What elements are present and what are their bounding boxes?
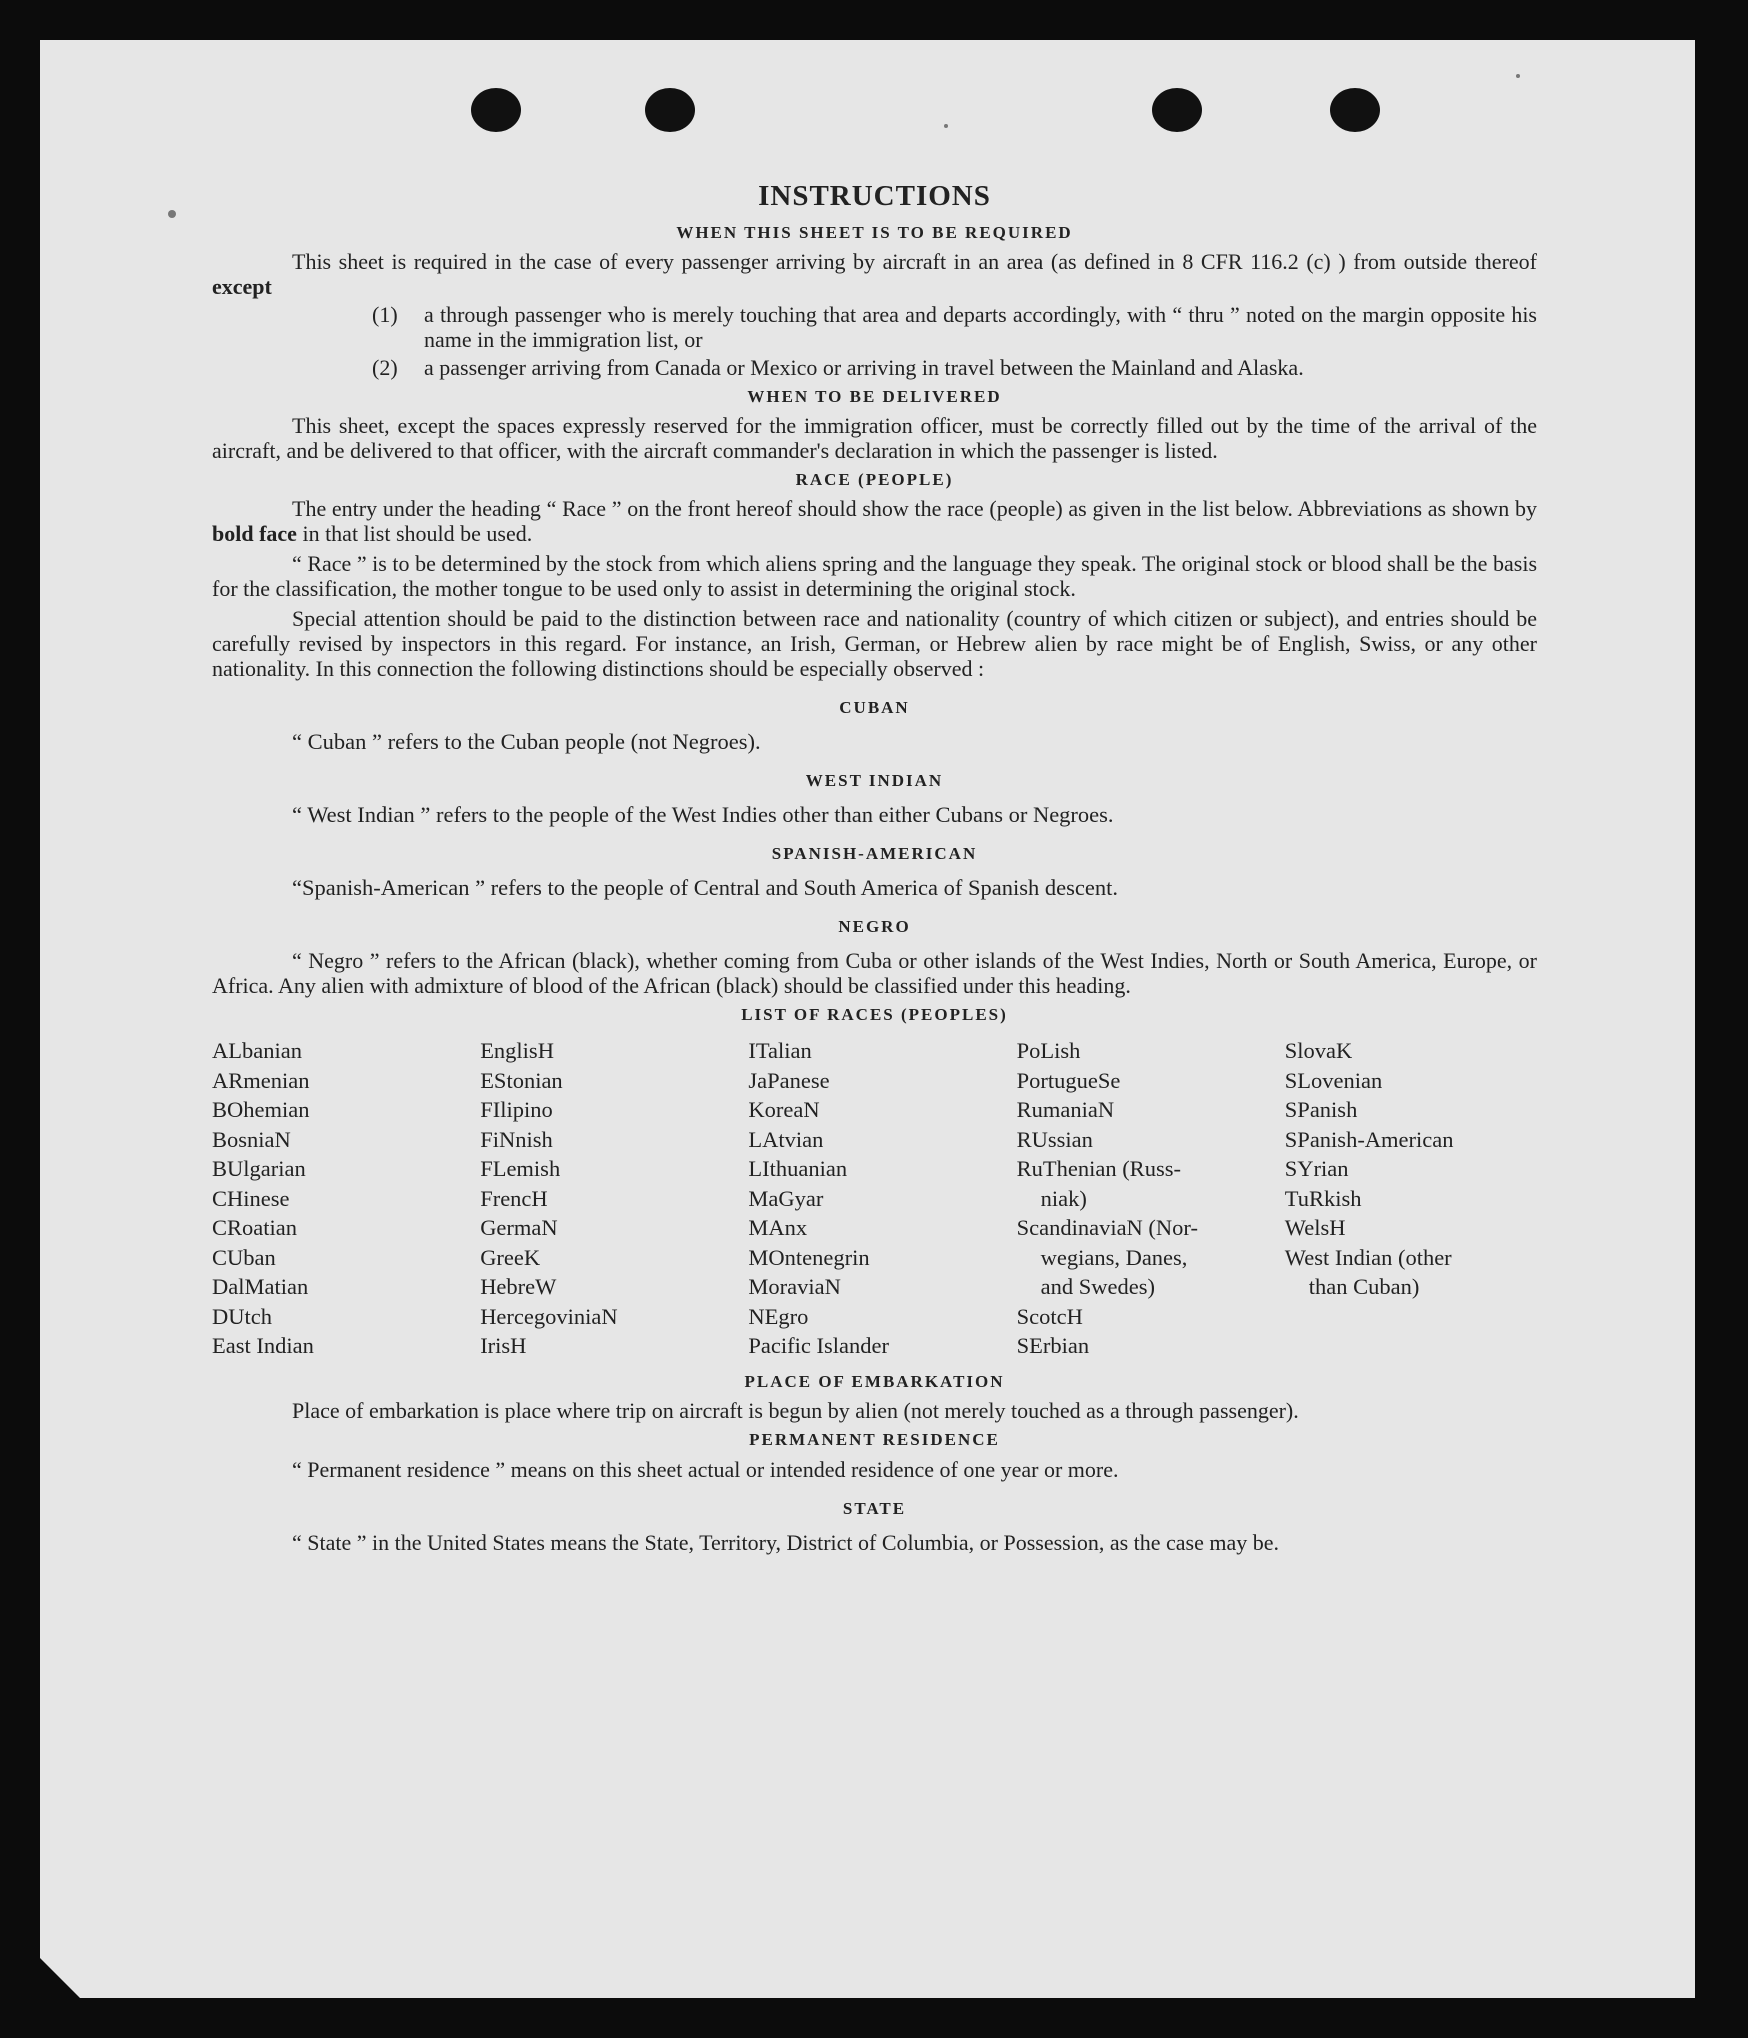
race-column: [212, 1036, 464, 1361]
instructions-content: [212, 180, 1537, 1555]
race-entry: GermaN: [480, 1215, 558, 1240]
race-entry: MAnx: [748, 1215, 808, 1240]
race-entry: East Indian: [212, 1333, 314, 1358]
race-entry: MoraviaN: [748, 1274, 841, 1299]
heading-state: STATE: [842, 1498, 907, 1518]
heading-place-of-embarkation: PLACE OF EMBARKATION: [744, 1371, 1005, 1391]
race-entry: Pacific Islander: [748, 1333, 889, 1358]
when-delivered-text: This sheet, except the spaces expressly reserved for the immigration officer, must be correctly filled out by the time of the arrival of the aircraft, and be delivered to that officer, with the aircraft commander's declaration in which the passenger is listed.: [212, 413, 1537, 463]
race-entry: CHinese: [212, 1185, 290, 1211]
race-entry: ITalian: [748, 1038, 812, 1063]
race-entry: MOntenegrin: [748, 1244, 870, 1270]
race-entry: SlovaK: [1284, 1038, 1353, 1063]
scan-speck: [944, 124, 948, 128]
punch-hole: [1330, 88, 1380, 132]
race-entry: MaGyar: [748, 1185, 824, 1211]
race-entry: FiNnish: [480, 1126, 553, 1152]
race-entry: BOhemian: [212, 1097, 310, 1122]
race-entry: and Swedes): [1040, 1274, 1155, 1299]
heading-west-indian: WEST INDIAN: [805, 771, 944, 790]
heading-permanent-residence: PERMANENT RESIDENCE: [749, 1429, 1000, 1449]
folded-corner: [40, 1958, 80, 1998]
heading-when-required: WHEN THIS SHEET IS TO BE REQUIRED: [676, 223, 1073, 242]
race-entry: EnglisH: [480, 1038, 554, 1063]
race-entry: RuThenian (Russ-: [1016, 1156, 1181, 1181]
race-entry: FrencH: [480, 1185, 548, 1211]
west-indian-text: “ West Indian ” refers to the people of the West Indies other than either Cubans or Negroes.: [292, 802, 1114, 827]
race-entry: CRoatian: [212, 1215, 297, 1240]
scan-speck: [1516, 74, 1520, 78]
race-entry: JaPanese: [748, 1067, 830, 1093]
exception-item: (1) a through passenger who is merely touching that area and departs accordingly, with “ thru ” noted on the margin opposite his name in the immigration list, or: [372, 302, 1537, 352]
heading-cuban: CUBAN: [839, 698, 910, 717]
race-entry: CUban: [212, 1244, 276, 1270]
punch-hole: [645, 88, 695, 132]
exception-item: (2) a passenger arriving from Canada or Mexico or arriving in travel between the Mainland and Alaska.: [372, 355, 1304, 380]
race-entry: PortugueSe: [1016, 1067, 1121, 1093]
race-entry: ScandinaviaN (Nor-: [1016, 1215, 1198, 1240]
race-entry: EStonian: [480, 1067, 563, 1093]
heading-negro: NEGRO: [838, 917, 911, 936]
race-entry: ALbanian: [212, 1038, 302, 1063]
race-entry: wegians, Danes,: [1040, 1244, 1188, 1270]
race-entry: LAtvian: [748, 1126, 824, 1152]
race-entry: RumaniaN: [1016, 1097, 1115, 1122]
punch-hole: [1152, 88, 1202, 132]
race-entry: PoLish: [1016, 1038, 1081, 1063]
race-entry: HebreW: [480, 1274, 557, 1299]
document-sheet: [40, 40, 1695, 1998]
heading-when-delivered: WHEN TO BE DELIVERED: [747, 387, 1002, 406]
race-entry: BosniaN: [212, 1126, 291, 1152]
race-column: [1017, 1036, 1269, 1361]
race-column: [480, 1036, 732, 1361]
heading-spanish-american: SPANISH-AMERICAN: [771, 844, 978, 863]
race-entry: LIthuanian: [748, 1156, 848, 1181]
race-paragraph-3: Special attention should be paid to the distinction between race and nationality (country of which citizen or subject), and entries should be carefully revised by inspectors in this regard. For instance, an Irish, German, or Hebrew alien by race might be of English, Swiss, or any other nationality. In this connection the following distinctions should be especially observed :: [212, 606, 1537, 681]
race-column: [748, 1036, 1000, 1361]
permanent-residence-text: “ Permanent residence ” means on this sheet actual or intended residence of one year or more.: [292, 1456, 1119, 1482]
race-entry: BUlgarian: [212, 1156, 306, 1181]
race-entry: NEgro: [748, 1303, 809, 1329]
race-paragraph-2: “ Race ” is to be determined by the stock from which aliens spring and the language they speak. The original stock or blood shall be the basis for the classification, the mother tongue to be used only to assist in determining the original stock.: [212, 551, 1537, 601]
race-entry: FLemish: [480, 1156, 561, 1181]
race-entry: WelsH: [1284, 1215, 1346, 1240]
race-entry: DUtch: [212, 1303, 272, 1329]
race-paragraph-1: The entry under the heading “ Race ” on the front hereof should show the race (people) as given in the list below. Abbreviations as shown by bold face in that list should be used.: [212, 496, 1537, 546]
race-entry: IrisH: [480, 1333, 527, 1358]
race-entry: KoreaN: [748, 1097, 820, 1122]
race-entry: TuRkish: [1284, 1185, 1362, 1211]
heading-race: RACE (PEOPLE): [795, 470, 954, 489]
race-entry: West Indian (other: [1284, 1244, 1452, 1270]
race-entry: DalMatian: [212, 1274, 309, 1299]
page-title: INSTRUCTIONS: [758, 180, 991, 212]
race-entry: SErbian: [1016, 1333, 1090, 1358]
punch-hole: [471, 88, 521, 132]
cuban-text: “ Cuban ” refers to the Cuban people (not Negroes).: [292, 729, 761, 754]
negro-text: “ Negro ” refers to the African (black), whether coming from Cuba or other islands of the West Indies, North or South America, Europe, or Africa. Any alien with admixture of blood of the African (black) should be classified under this heading.: [212, 948, 1537, 998]
race-entry: ScotcH: [1016, 1303, 1083, 1329]
place-of-embarkation-text: Place of embarkation is place where trip on aircraft is begun by alien (not merely touched as a through passenger).: [292, 1397, 1299, 1423]
race-entry: FIlipino: [480, 1097, 553, 1122]
spanish-american-text: “Spanish-American ” refers to the people of Central and South America of Spanish descent.: [292, 875, 1118, 900]
when-required-intro: This sheet is required in the case of every passenger arriving by aircraft in an area (as defined in 8 CFR 116.2 (c) ) from outside thereof except: [212, 249, 1537, 299]
race-entry: niak): [1040, 1185, 1087, 1211]
race-list: [212, 1036, 1537, 1361]
race-entry: SYrian: [1284, 1156, 1349, 1181]
race-entry: SPanish: [1284, 1097, 1358, 1122]
race-entry: than Cuban): [1308, 1274, 1420, 1299]
race-column: [1285, 1036, 1537, 1361]
race-entry: ARmenian: [212, 1067, 310, 1093]
race-entry: GreeK: [480, 1244, 541, 1270]
race-entry: RUssian: [1016, 1126, 1093, 1152]
state-text: “ State ” in the United States means the State, Territory, District of Columbia, or Possession, as the case may be.: [292, 1529, 1280, 1555]
scan-speck: [168, 210, 176, 218]
race-entry: HercegoviniaN: [480, 1303, 618, 1329]
race-entry: SLovenian: [1284, 1067, 1383, 1093]
race-entry: SPanish-American: [1284, 1126, 1454, 1152]
heading-list-of-races: LIST OF RACES (PEOPLES): [741, 1005, 1008, 1024]
